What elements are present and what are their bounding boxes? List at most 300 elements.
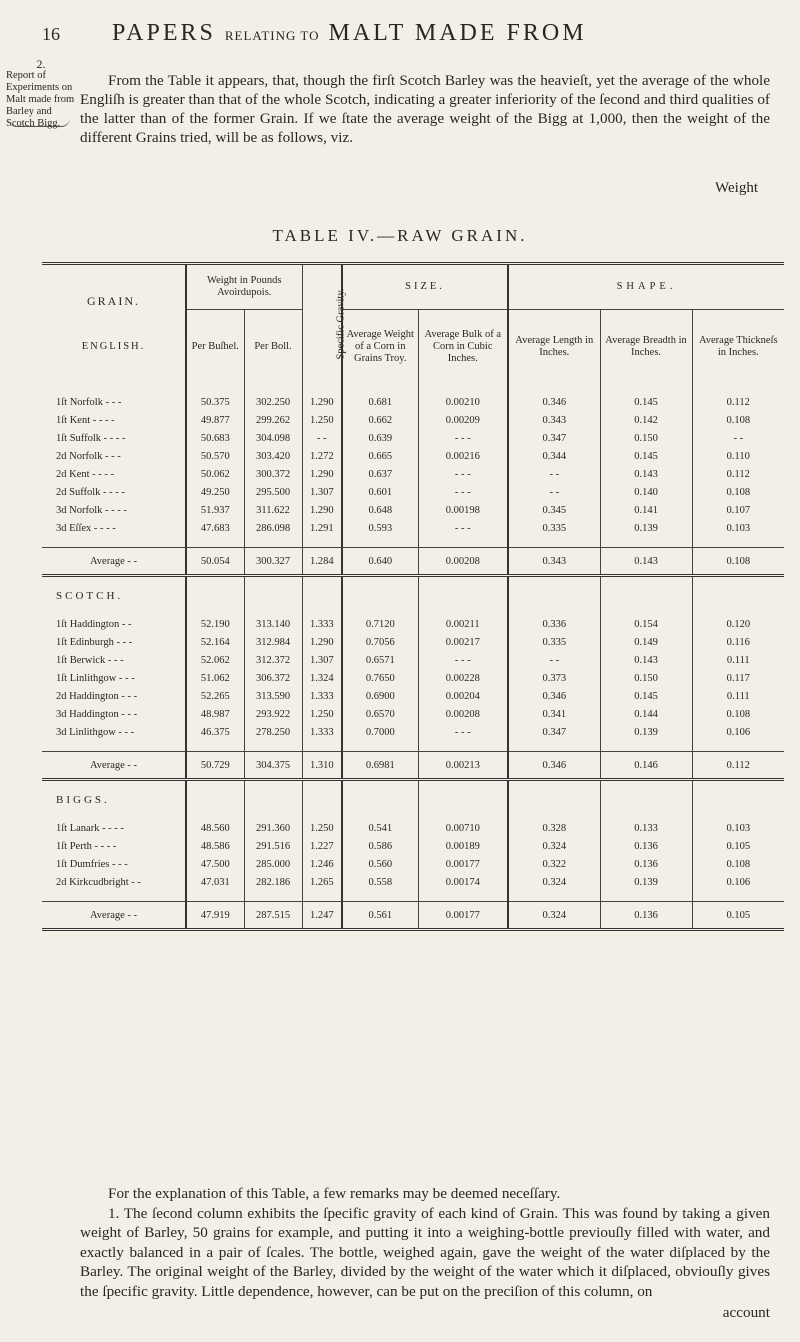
page-number: 16 [42,24,60,44]
value-cell: 48.586 [186,837,244,855]
value-cell: 1.307 [302,651,342,669]
header-specific-gravity [302,264,347,384]
grain-name-cell: 1ſt Haddington - - [56,618,132,630]
empty-cell [418,576,508,616]
value-cell: 0.558 [342,873,418,891]
value-cell: 0.00216 [418,447,508,465]
average-label: Average - - [42,752,186,780]
empty-cell [692,780,784,820]
value-cell: 1.290 [302,393,342,411]
value-cell: 47.500 [186,855,244,873]
average-value: 50.729 [186,752,244,780]
average-value: 0.105 [692,902,784,930]
value-cell: 300.372 [244,465,302,483]
grain-name-cell: 1ſt Edinburgh - - - [56,636,133,648]
value-cell: 0.144 [600,705,692,723]
average-row [42,902,784,930]
value-cell: 52.062 [186,651,244,669]
spacer-cell [186,383,244,393]
value-cell: 0.140 [600,483,692,501]
value-cell: 0.00198 [418,501,508,519]
empty-cell [600,576,692,616]
average-value: 0.00213 [418,752,508,780]
value-cell: 0.00208 [418,705,508,723]
value-cell: 50.375 [186,393,244,411]
grain-name-cell: 1ſt Perth - - - - [56,840,117,852]
value-cell: 50.683 [186,429,244,447]
catchword-bottom: account [722,1304,770,1321]
spacer-cell [342,383,418,393]
header-grain-cell [42,264,186,384]
header-english: ENGLISH. [81,341,146,352]
margin-note-number: 2. [36,57,46,71]
value-cell: 291.516 [244,837,302,855]
value-cell: 1.290 [302,501,342,519]
value-cell: 0.107 [692,501,784,519]
spacer-cell [42,741,186,752]
value-cell: 0.106 [692,873,784,891]
grain-name-cell: 1ſt Lanark - - - - [56,822,124,834]
value-cell: 0.108 [692,483,784,501]
header-avg-bulk: Average Bulk of a Corn in Cubic Inches. [418,310,508,384]
value-cell: 0.108 [692,705,784,723]
empty-cell [342,576,418,616]
value-cell: 0.136 [600,837,692,855]
table-row [42,429,784,447]
spacer-cell [186,891,244,902]
value-cell: 0.344 [508,447,600,465]
value-cell: 0.105 [692,837,784,855]
spacer-cell [600,891,692,902]
table-body [42,383,784,930]
average-row [42,548,784,576]
value-cell: 1.250 [302,819,342,837]
header-size-group: SIZE. [342,264,508,310]
spacer-cell [42,537,186,548]
value-cell: 47.031 [186,873,244,891]
empty-cell [302,576,342,616]
average-value: 50.054 [186,548,244,576]
value-cell: 0.103 [692,519,784,537]
grain-name-cell: 1ſt Linlithgow - - - [56,672,135,684]
value-cell: 52.265 [186,687,244,705]
grain-name-cell: 2d Kirkcudbright - - [56,876,141,888]
spacer-cell [600,741,692,752]
value-cell: 0.145 [600,393,692,411]
value-cell: 282.186 [244,873,302,891]
table-row [42,501,784,519]
value-cell: 46.375 [186,723,244,741]
value-cell: 0.145 [600,687,692,705]
average-value: 1.247 [302,902,342,930]
grain-name-cell: 3d Haddington - - - [56,708,138,720]
explanation-paragraph-1: For the explanation of this Table, a few remarks may be deemed neceſſary. [108,1185,561,1202]
running-head [42,20,772,50]
spacer-cell [692,537,784,548]
empty-cell [244,780,302,820]
average-row [42,752,784,780]
header-avg-weight: Average Weight of a Corn in Grains Troy. [342,310,418,384]
value-cell: - - - [418,519,508,537]
header-avg-breadth: Average Breadth in Inches. [600,310,692,384]
average-value: 287.515 [244,902,302,930]
value-cell: 0.6570 [342,705,418,723]
value-cell: 0.324 [508,837,600,855]
value-cell: 0.143 [600,651,692,669]
empty-cell [342,780,418,820]
value-cell: 0.665 [342,447,418,465]
table-row [42,819,784,837]
value-cell: 52.164 [186,633,244,651]
table-row [42,837,784,855]
value-cell: 1.307 [302,483,342,501]
average-value: 47.919 [186,902,244,930]
table-row [42,723,784,741]
value-cell: 285.000 [244,855,302,873]
running-title-prefix: PAPERS [112,20,216,46]
value-cell: 0.7120 [342,615,418,633]
value-cell: 0.120 [692,615,784,633]
spacer-cell [418,537,508,548]
value-cell: 0.112 [692,465,784,483]
header-avg-length: Average Length in Inches. [508,310,600,384]
value-cell: 0.346 [508,393,600,411]
spacer-cell [302,741,342,752]
value-cell: 1.265 [302,873,342,891]
value-cell: 0.648 [342,501,418,519]
value-cell: 278.250 [244,723,302,741]
intro-paragraph: From the Table it appears, that, though the firſt Scotch Barley was the heavieſt, yet the average of the whole Engliſh is greater than that of the whole Scotch, indicating a greater inferiority of the ſecond and third qualities of the latter than of the former Grain. If we ſtate the average weight of the Bigg at 1,000, then the weight of the different Grains tried, will be as follows, viz. [80,72,770,147]
value-cell: 0.541 [342,819,418,837]
value-cell: 49.250 [186,483,244,501]
value-cell: 286.098 [244,519,302,537]
spacer-row [42,891,784,902]
spacer-cell [42,891,186,902]
table-row [42,411,784,429]
grain-name-cell: 2d Suffolk - - - - [56,486,125,498]
value-cell: - - - [418,723,508,741]
table-row [42,687,784,705]
value-cell: 0.117 [692,669,784,687]
value-cell: 1.250 [302,411,342,429]
section-row [42,576,784,616]
spacer-cell [42,383,186,393]
spacer-cell [186,537,244,548]
value-cell: 0.150 [600,429,692,447]
average-value: 0.108 [692,548,784,576]
table-row [42,633,784,651]
value-cell: 1.246 [302,855,342,873]
value-cell: 1.333 [302,723,342,741]
table-row [42,615,784,633]
value-cell: 0.133 [600,819,692,837]
value-cell: - - - [418,465,508,483]
value-cell: 0.637 [342,465,418,483]
value-cell: - - [508,651,600,669]
spacer-cell [508,383,600,393]
value-cell: 0.662 [342,411,418,429]
spacer-cell [508,741,600,752]
value-cell: 0.145 [600,447,692,465]
value-cell: 0.111 [692,651,784,669]
header-weight-group: Weight in Pounds Avoirdupois. [186,264,302,310]
average-value: 0.112 [692,752,784,780]
value-cell: 0.560 [342,855,418,873]
value-cell: 0.00174 [418,873,508,891]
spacer-cell [600,537,692,548]
spacer-cell [302,891,342,902]
value-cell: 0.106 [692,723,784,741]
value-cell: 0.336 [508,615,600,633]
value-cell: 0.322 [508,855,600,873]
table-row [42,465,784,483]
value-cell: 0.639 [342,429,418,447]
header-shape-group: SHAPE. [508,264,784,310]
value-cell: 0.103 [692,819,784,837]
running-title [112,20,587,47]
value-cell: 0.143 [600,465,692,483]
value-cell: 50.062 [186,465,244,483]
value-cell: 0.586 [342,837,418,855]
spacer-cell [244,537,302,548]
grain-name-cell: 1ſt Norfolk - - - [56,396,122,408]
table-row [42,669,784,687]
spacer-cell [418,891,508,902]
value-cell: 0.00211 [418,615,508,633]
spacer-cell [342,891,418,902]
value-cell: 313.590 [244,687,302,705]
average-value: 0.143 [600,548,692,576]
spacer-cell [418,741,508,752]
average-value: 1.284 [302,548,342,576]
value-cell: 0.373 [508,669,600,687]
grain-name-cell: 3d Linlithgow - - - [56,726,135,738]
value-cell: 1.290 [302,633,342,651]
grain-name-cell: 3d Norfolk - - - - [56,504,127,516]
value-cell: - - [302,429,342,447]
explanation-paragraph-2: 1. The ſecond column exhibits the ſpecific gravity of each kind of Grain. This was found by taking a given weight of Barley, 50 grains for example, and putting it into a weighing-bottle previouſly filled with water, and exactly balanced in a pair of ſcales. The bottle, weighed again, gave the weight of the water diſplaced by the Barley. The original weight of the Barley, divided by the weight of the water which it diſplaced, obviouſly gives the ſpecific gravity. Little dependence, however, can be put on the preciſion of this column, on [80,1204,770,1300]
empty-cell [302,780,342,820]
grain-name-cell: 2d Norfolk - - - [56,450,121,462]
table-row [42,873,784,891]
spacer-cell [244,891,302,902]
catchword-top: Weight [715,180,758,196]
grain-name-cell: 1ſt Berwick - - - [56,654,124,666]
spacer-cell [244,741,302,752]
average-value: 0.146 [600,752,692,780]
value-cell: - - [692,429,784,447]
value-cell: 0.00710 [418,819,508,837]
value-cell: 0.154 [600,615,692,633]
value-cell: 295.500 [244,483,302,501]
spacer-cell [186,741,244,752]
spacer-cell [302,537,342,548]
table-row [42,483,784,501]
value-cell: 0.139 [600,723,692,741]
value-cell: 313.140 [244,615,302,633]
margin-brace [8,118,70,127]
value-cell: 0.345 [508,501,600,519]
average-value: 0.346 [508,752,600,780]
spacer-cell [244,383,302,393]
value-cell: 1.227 [302,837,342,855]
margin-note-text: Report of Experiments on Malt made from Barley and Scotch Bigg. [6,70,75,129]
header-per-bushel: Per Buſhel. [186,310,244,384]
value-cell: - - - [418,483,508,501]
value-cell: 1.291 [302,519,342,537]
average-value: 0.324 [508,902,600,930]
spacer-row [42,537,784,548]
value-cell: 0.681 [342,393,418,411]
value-cell: 48.560 [186,819,244,837]
value-cell: 0.6571 [342,651,418,669]
grain-name-cell: 1ſt Suffolk - - - - [56,432,126,444]
average-value: 0.343 [508,548,600,576]
value-cell: 0.108 [692,855,784,873]
spacer-cell [342,537,418,548]
value-cell: 0.347 [508,723,600,741]
spacer-cell [508,537,600,548]
section-row [42,780,784,820]
average-value: 0.640 [342,548,418,576]
empty-cell [692,576,784,616]
section-label: BIGGS. [56,794,110,806]
average-value: 1.310 [302,752,342,780]
value-cell: 1.250 [302,705,342,723]
value-cell: 50.570 [186,447,244,465]
value-cell: 0.00217 [418,633,508,651]
explanation-text [80,1184,770,1323]
value-cell: 0.335 [508,633,600,651]
value-cell: 0.335 [508,519,600,537]
value-cell: 0.112 [692,393,784,411]
average-value: 0.6981 [342,752,418,780]
spacer-cell [342,741,418,752]
value-cell: 302.250 [244,393,302,411]
value-cell: 0.346 [508,687,600,705]
value-cell: 0.116 [692,633,784,651]
value-cell: 0.150 [600,669,692,687]
value-cell: 0.141 [600,501,692,519]
grain-name-cell: 2d Haddington - - - [56,690,138,702]
value-cell: 0.00204 [418,687,508,705]
table-row [42,651,784,669]
value-cell: 0.149 [600,633,692,651]
value-cell: 1.324 [302,669,342,687]
table-row [42,855,784,873]
value-cell: 0.110 [692,447,784,465]
value-cell: 0.7056 [342,633,418,651]
table-row [42,393,784,411]
header-specific-gravity-text: Specific Gravity. [335,288,347,360]
spacer-cell [692,383,784,393]
spacer-cell [302,383,342,393]
average-value: 0.00177 [418,902,508,930]
value-cell: 0.00209 [418,411,508,429]
grain-name-cell: 2d Kent - - - - [56,468,115,480]
value-cell: 293.922 [244,705,302,723]
grain-name-cell: 1ſt Kent - - - - [56,414,115,426]
value-cell: 311.622 [244,501,302,519]
spacer-cell [692,891,784,902]
value-cell: 0.00210 [418,393,508,411]
value-cell: 0.593 [342,519,418,537]
value-cell: 0.142 [600,411,692,429]
grain-name-cell: 1ſt Dumfries - - - [56,858,128,870]
average-value: 300.327 [244,548,302,576]
header-grain: GRAIN. [87,294,140,308]
value-cell: 312.372 [244,651,302,669]
value-cell: 304.098 [244,429,302,447]
average-value: 0.136 [600,902,692,930]
empty-cell [186,780,244,820]
value-cell: 291.360 [244,819,302,837]
value-cell: 0.00177 [418,855,508,873]
value-cell: 0.341 [508,705,600,723]
running-title-small: RELATING TO [224,28,320,43]
running-title-suffix: MALT MADE FROM [328,20,587,46]
value-cell: 312.984 [244,633,302,651]
value-cell: 48.987 [186,705,244,723]
empty-cell [186,576,244,616]
value-cell: 51.062 [186,669,244,687]
average-label: Average - - [42,902,186,930]
value-cell: 1.333 [302,615,342,633]
value-cell: 0.111 [692,687,784,705]
grain-name-cell: 3d Eſſex - - - - [56,522,116,534]
header-avg-thickness: Average Thickneſs in Inches. [692,310,784,384]
spacer-cell [600,383,692,393]
value-cell: - - - [418,429,508,447]
value-cell: 1.333 [302,687,342,705]
value-cell: - - - [418,651,508,669]
value-cell: - - [508,483,600,501]
table-row [42,447,784,465]
table-row [42,705,784,723]
value-cell: 306.372 [244,669,302,687]
value-cell: 49.877 [186,411,244,429]
value-cell: 1.290 [302,465,342,483]
spacer-cell [418,383,508,393]
average-value: 0.561 [342,902,418,930]
value-cell: 0.347 [508,429,600,447]
average-label: Average - - [42,548,186,576]
spacer-cell [692,741,784,752]
value-cell: - - [508,465,600,483]
value-cell: 0.00228 [418,669,508,687]
value-cell: 299.262 [244,411,302,429]
value-cell: 0.601 [342,483,418,501]
empty-cell [508,780,600,820]
spacer-row [42,383,784,393]
value-cell: 0.00189 [418,837,508,855]
table-row [42,519,784,537]
value-cell: 0.7650 [342,669,418,687]
section-label: SCOTCH. [56,590,124,602]
value-cell: 0.343 [508,411,600,429]
value-cell: 0.139 [600,873,692,891]
value-cell: 0.6900 [342,687,418,705]
table-caption: TABLE IV.—RAW GRAIN. [272,226,528,245]
value-cell: 0.139 [600,519,692,537]
value-cell: 51.937 [186,501,244,519]
value-cell: 1.272 [302,447,342,465]
average-value: 304.375 [244,752,302,780]
spacer-cell [508,891,600,902]
value-cell: 0.108 [692,411,784,429]
empty-cell [244,576,302,616]
spacer-row [42,741,784,752]
